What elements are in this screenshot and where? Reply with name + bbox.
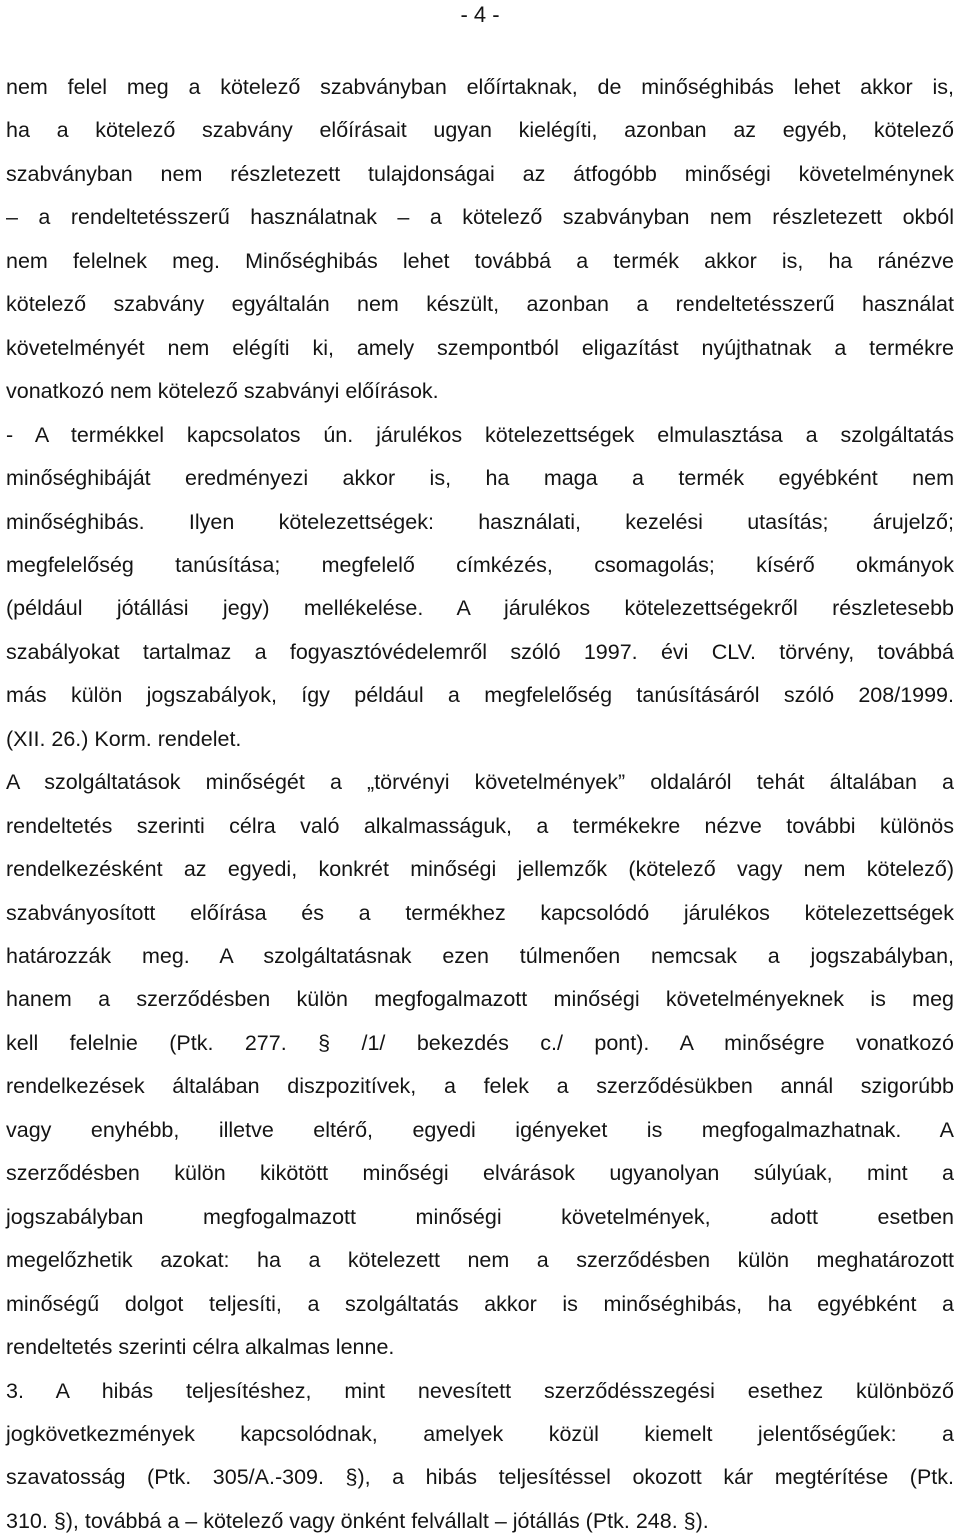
text-line: jogkövetkezmények kapcsolódnak, amelyek közül kiemelt jelentőségűek: a	[6, 1421, 954, 1446]
text-line: ha a kötelező szabvány előírásait ugyan kielégíti, azonban az egyéb, kötelező	[6, 118, 954, 143]
text-line: minőséghibás. Ilyen kötelezettségek: használati, kezelési utasítás; árujelző;	[6, 509, 954, 534]
text-line: vonatkozó nem kötelező szabványi előírások.	[6, 379, 439, 404]
text-line: követelményét nem elégíti ki, amely szempontból eligazítást nyújthatnak a termékre	[6, 335, 954, 360]
text-line: jogszabályban megfogalmazott minőségi követelmények, adott esetben	[6, 1204, 954, 1229]
text-line: rendeltetés szerinti célra való alkalmasságuk, a termékekre nézve további különös	[6, 813, 954, 838]
text-line: hanem a szerződésben külön megfogalmazott minőségi követelményeknek is meg	[6, 987, 954, 1012]
text-line: (XII. 26.) Korm. rendelet.	[6, 726, 242, 751]
text-line: nem felelnek meg. Minőséghibás lehet továbbá a termék akkor is, ha ránézve	[6, 248, 954, 273]
page-number: - 4 -	[460, 2, 500, 27]
text-line: rendelkezésként az egyedi, konkrét minőségi jellemzők (kötelező vagy nem kötelező)	[6, 857, 954, 882]
text-line: határozzák meg. A szolgáltatásnak ezen túlmenően nemcsak a jogszabályban,	[6, 944, 954, 968]
text-line: – a rendeltetésszerű használatnak – a kötelező szabványban nem részletezett okból	[6, 205, 954, 230]
text-line: kötelező szabvány egyáltalán nem készült, azonban a rendeltetésszerű használat	[6, 292, 954, 317]
text-line: szabályokat tartalmaz a fogyasztóvédelemről szóló 1997. évi CLV. törvény, továbbá	[6, 639, 954, 664]
text-line: megelőzhetik azokat: ha a kötelezett nem a szerződésben külön meghatározott	[6, 1248, 954, 1273]
text-line: szavatosság (Ptk. 305/A.-309. §), a hibás teljesítéssel okozott kár megtérítése (Ptk.	[6, 1465, 954, 1490]
text-line: vagy enyhébb, illetve eltérő, egyedi igényeket is megfogalmazhatnak. A	[6, 1117, 954, 1142]
text-line: szabványban nem részletezett tulajdonságai az átfogóbb minőségi követelménynek	[6, 161, 954, 186]
text-line: más külön jogszabályok, így például a megfelelőség tanúsításáról szóló 208/1999.	[6, 683, 954, 708]
text-line: szerződésben külön kikötött minőségi elvárások ugyanolyan súlyúak, mint a	[6, 1161, 954, 1186]
text-line: 3. A hibás teljesítéshez, mint nevesített szerződésszegési esethez különböző	[6, 1378, 954, 1403]
text-line: minőségű dolgot teljesíti, a szolgáltatás akkor is minőséghibás, ha egyébként a	[6, 1291, 954, 1316]
text-line: minőséghibáját eredményezi akkor is, ha maga a termék egyébként nem	[6, 466, 954, 491]
text-line: rendeltetés szerinti célra alkalmas lenne.	[6, 1335, 395, 1360]
text-line: rendelkezések általában diszpozitívek, a felek a szerződésükben annál szigorúbb	[6, 1074, 954, 1099]
text-line: (például jótállási jegy) mellékelése. A járulékos kötelezettségekről részletesebb	[6, 596, 954, 621]
text-line: megfelelőség tanúsítása; megfelelő címkézés, csomagolás; kísérő okmányok	[6, 552, 954, 577]
text-line: A szolgáltatások minőségét a „törvényi követelmények” oldaláról tehát általában a	[6, 770, 954, 795]
text-line: kell felelnie (Ptk. 277. § /1/ bekezdés c./ pont). A minőségre vonatkozó	[6, 1030, 954, 1055]
text-line: 310. §), továbbá a – kötelező vagy önként felvállalt – jótállás (Ptk. 248. §).	[6, 1508, 709, 1533]
text-line: - A termékkel kapcsolatos ún. járulékos kötelezettségek elmulasztása a szolgáltatás	[6, 422, 954, 447]
text-line: szabványosított előírása és a termékhez kapcsolódó járulékos kötelezettségek	[6, 900, 954, 925]
text-line: nem felel meg a kötelező szabványban előírtaknak, de minőséghibás lehet akkor is,	[6, 75, 954, 99]
